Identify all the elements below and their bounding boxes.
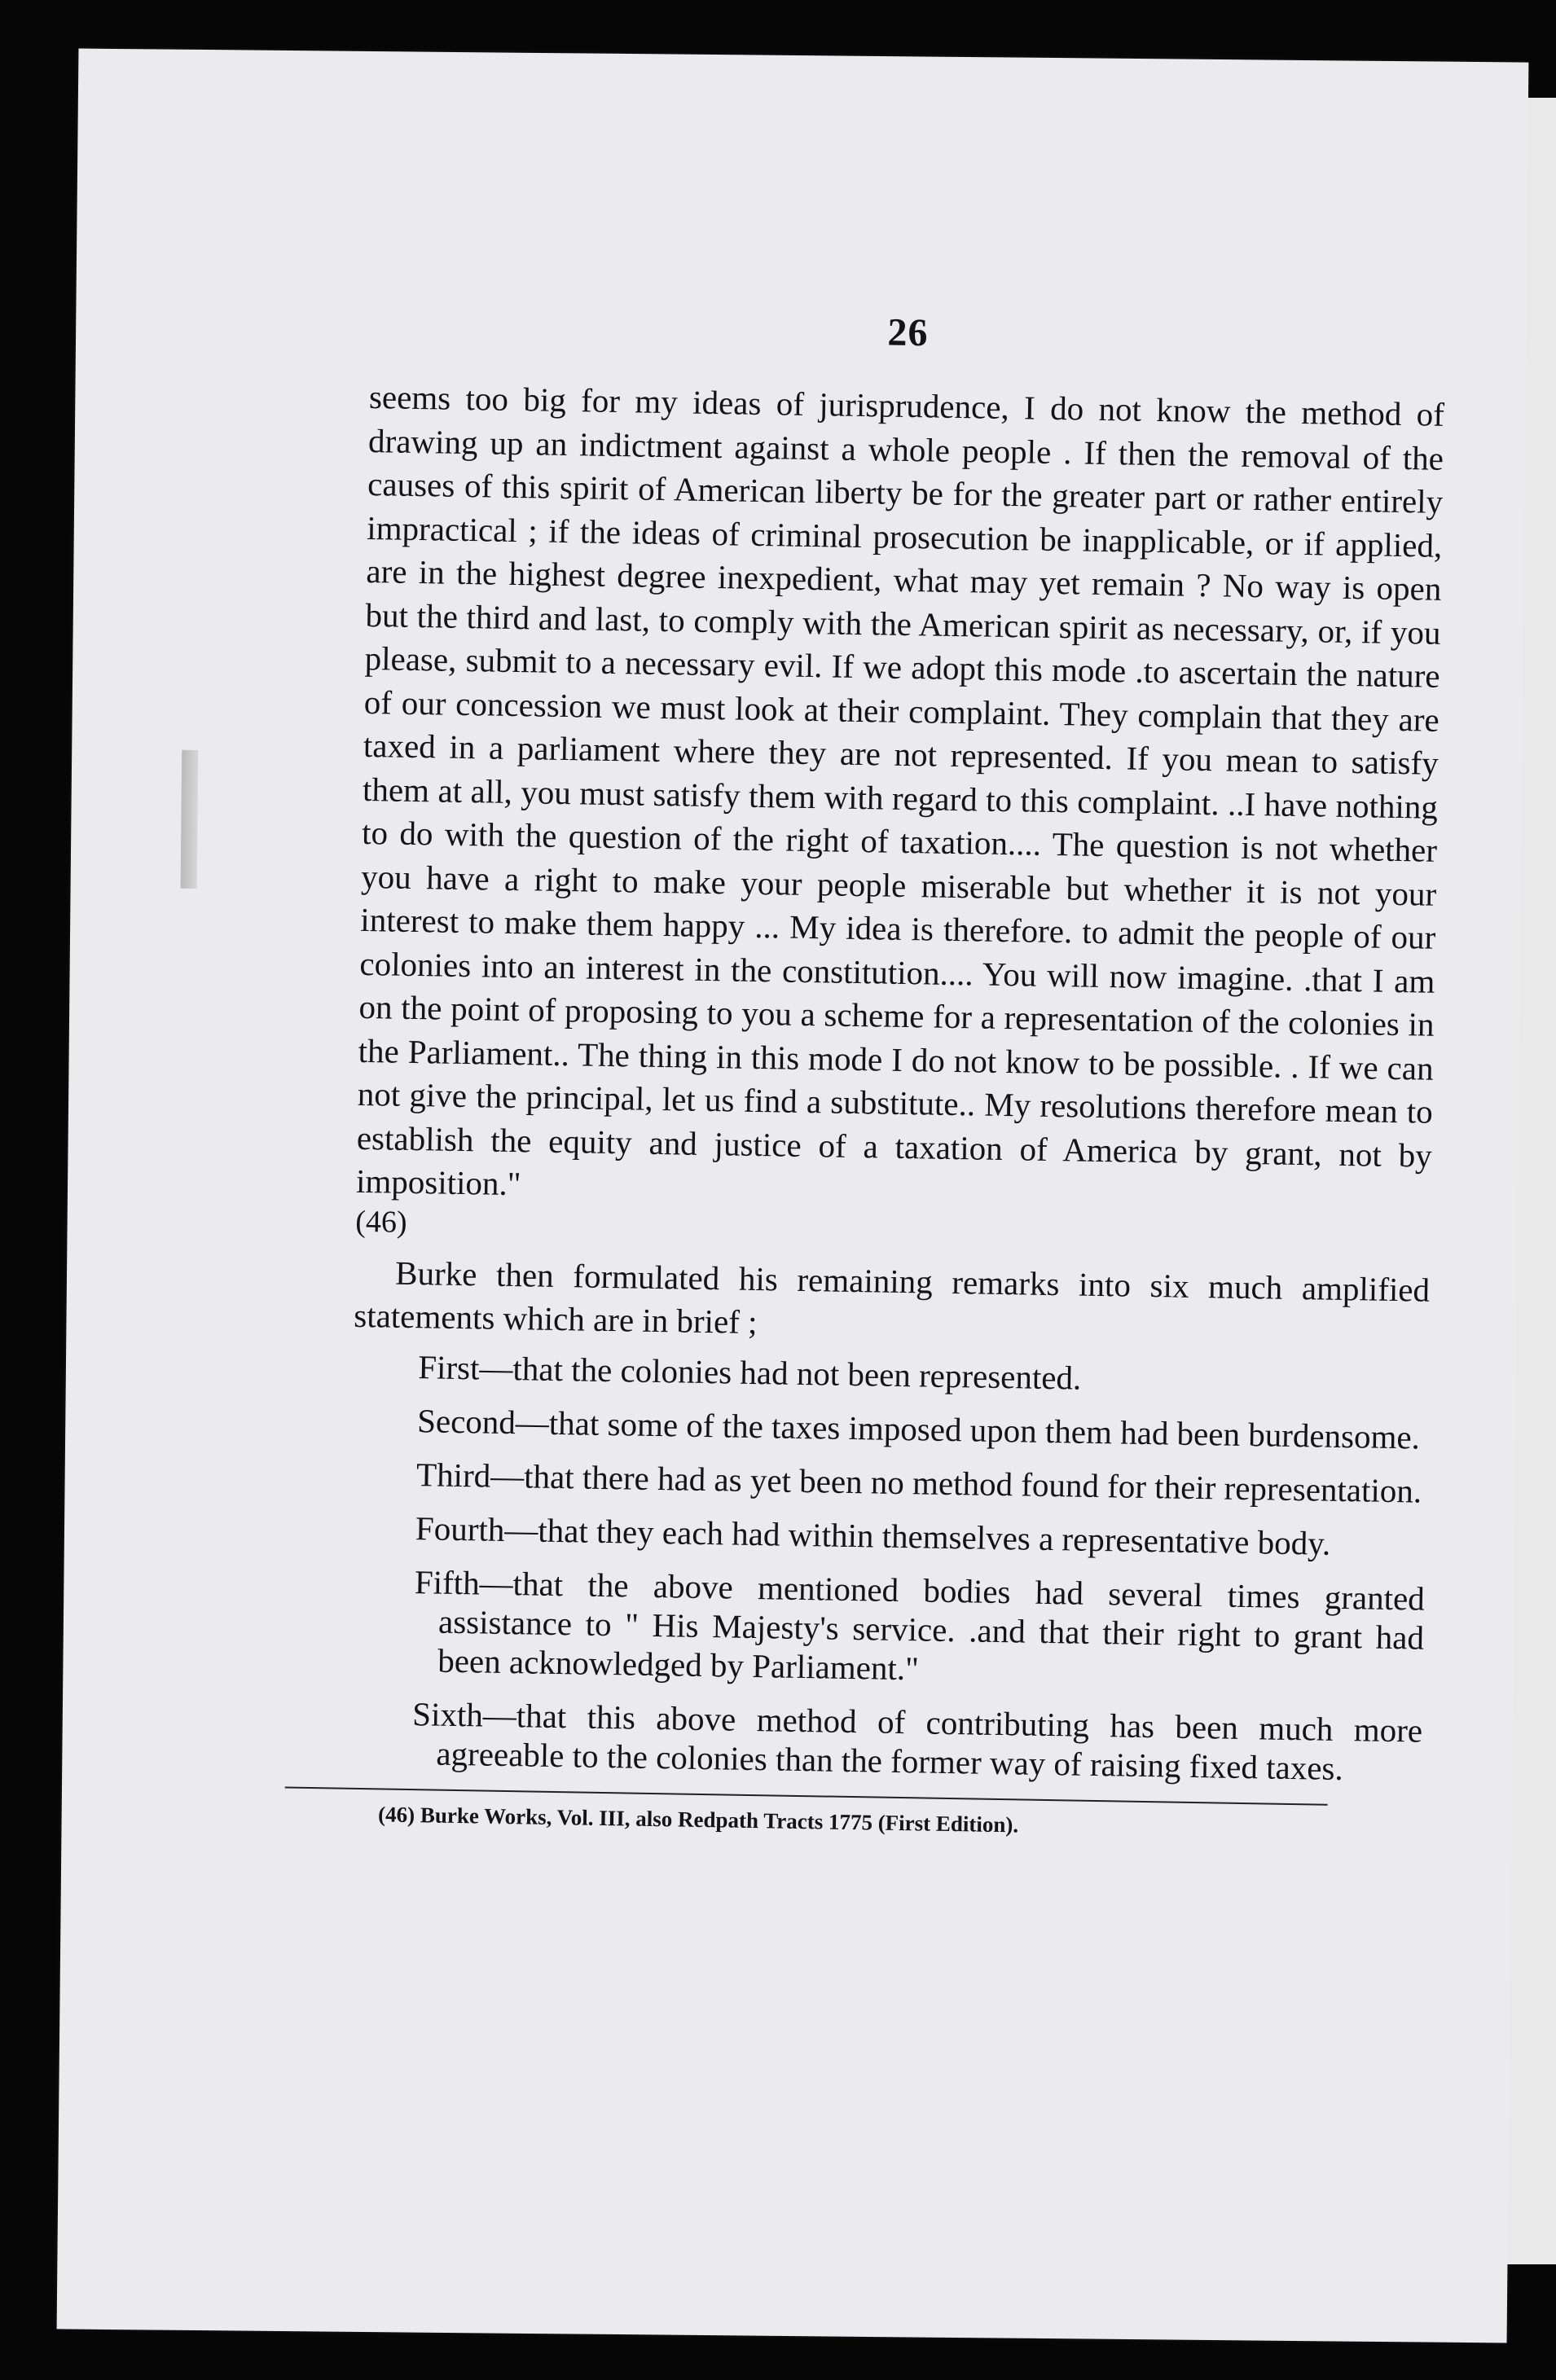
list-item: Second—that some of the taxes imposed upon them had been burdensome. — [416, 1401, 1421, 1456]
page-content — [345, 301, 1446, 1844]
list-item: Sixth—that this above method of contributing has been much more agreeable to the colonies than the former way of raising fixed taxes. — [411, 1694, 1423, 1787]
body-text — [354, 375, 1444, 1355]
intro-paragraph: Burke then formulated his remaining remarks into six much amplified statements which are in brief ; — [353, 1254, 1431, 1341]
burke-quotation — [355, 375, 1444, 1257]
binding-mark — [181, 750, 199, 889]
page-number: 26 — [887, 310, 929, 355]
list-item: Third—that there had as yet been no method found for their representation. — [415, 1455, 1422, 1510]
quotation-text: seems too big for my ideas of jurisprudence, I do not know the method of drawing up an indictment against a whole people . If then the removal of the causes of this spirit of American liberty be for the greater part or rather entirely impractical ; if the ideas of criminal prosecution be inapplicable, or if applied, are in the highest degree inexpedient, what may yet remain ? No way is open but the third and last, to comply with the American spirit as necessary, or, if you please, submit to a necessary evil. If we adopt this mode .to ascertain the nature of our concession we must look at their complaint. They complain that they are taxed in a parliament where they are not represented. If you mean to satisfy them at all, you must satisfy them with regard to this complaint. ..I have nothing to do with the question of the right of taxation.... The question is not whether you have a right to make your people miserable but whether it is not your interest to make them happy ... My idea is therefore. to admit the people of our colonies into an interest in the constitution.... You will now imagine. .that I am on the point of proposing to you a scheme for a representation of the colonies in the Parliament.. The thing in this mode I do not know to be possible. . If we can not give the principal, let us find a substitute.. My resolutions therefore mean to establish the equity and justice of a taxation of America by grant, not by imposition." — [355, 377, 1445, 1203]
footnote-reference: (46) — [354, 1204, 407, 1240]
list-item: First—that the colonies had not been represented. — [417, 1347, 1082, 1397]
list-item: Fifth—that the above mentioned bodies had several times granted assistance to " His Majesty's service. .and that their right to grant had been acknowledged by Parliament." — [414, 1562, 1426, 1687]
statement-list — [346, 1346, 1428, 1789]
footnote: (46) Burke Works, Vol. III, also Redpath Tracts 1775 (First Edition). — [377, 1801, 1019, 1837]
list-item: Fourth—that they each had within themselves a representative body. — [415, 1508, 1331, 1562]
